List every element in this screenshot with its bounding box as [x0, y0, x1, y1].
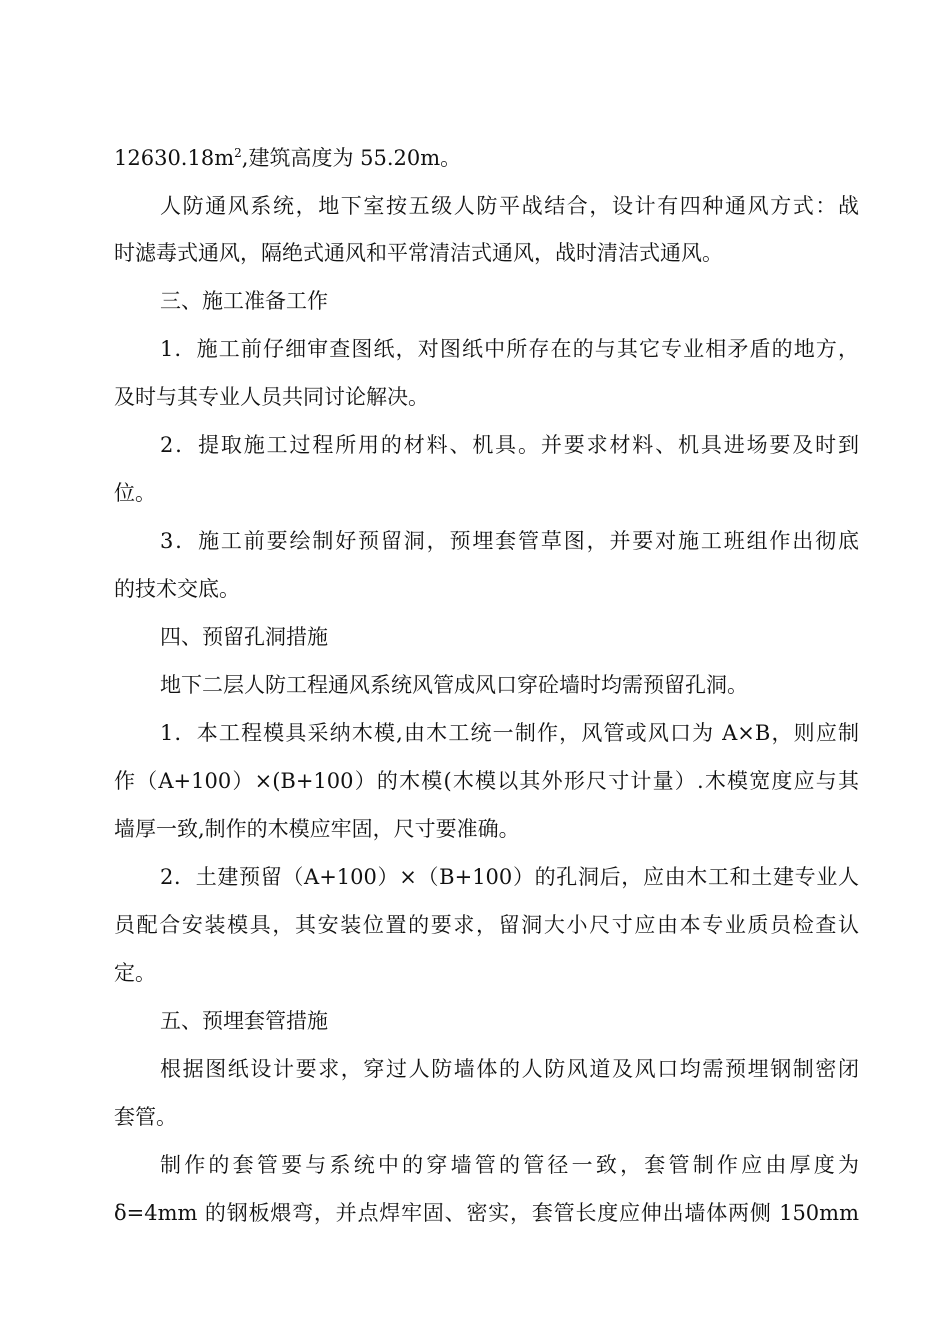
paragraph-line: δ=4mm 的钢板煨弯，并点焊牢固、密实，套管长度应伸出墙体两侧 150mm: [114, 1201, 859, 1225]
section-heading: 五、预埋套管措施: [160, 1009, 328, 1033]
paragraph-line: 员配合安装模具，其安装位置的要求，留洞大小尺寸应由本专业质员检查认: [114, 913, 859, 937]
building-height-text: ,建筑高度为 55.20m。: [241, 146, 462, 170]
paragraph-line: 2．提取施工过程所用的材料、机具。并要求材料、机具进场要及时到: [160, 433, 859, 457]
paragraph-line: 地下二层人防工程通风系统风管成风口穿砼墙时均需预留孔洞。: [160, 673, 748, 697]
paragraph-line: 位。: [114, 481, 156, 505]
paragraph-line: 套管。: [114, 1105, 177, 1129]
paragraph-line: 及时与其专业人员共同讨论解决。: [114, 385, 429, 409]
paragraph-line: 墙厚一致,制作的木模应牢固，尺寸要准确。: [114, 817, 520, 841]
paragraph-line: 1．本工程模具采纳木模,由木工统一制作，风管或风口为 A×B，则应制: [160, 721, 859, 745]
paragraph-line: 3．施工前要绘制好预留洞，预埋套管草图，并要对施工班组作出彻底: [160, 529, 859, 553]
section-heading: 三、施工准备工作: [160, 289, 328, 313]
paragraph-line: 的技术交底。: [114, 577, 240, 601]
paragraph-line: 根据图纸设计要求，穿过人防墙体的人防风道及风口均需预埋钢制密闭: [160, 1057, 859, 1081]
paragraph-line: 作（A+100）×(B+100）的木模(木模以其外形尺寸计量）.木模宽度应与其: [114, 769, 859, 793]
paragraph-line: 制作的套管要与系统中的穿墙管的管径一致，套管制作应由厚度为: [160, 1153, 859, 1177]
paragraph-line: 2．土建预留（A+100）×（B+100）的孔洞后，应由木工和土建专业人: [160, 865, 859, 889]
paragraph-line: 时滤毒式通风，隔绝式通风和平常清洁式通风，战时清洁式通风。: [114, 241, 723, 265]
superscript-2: 2: [234, 146, 242, 160]
paragraph-line: 人防通风系统，地下室按五级人防平战结合，设计有四种通风方式：战: [160, 194, 859, 218]
paragraph-line: 1．施工前仔细审查图纸，对图纸中所存在的与其它专业相矛盾的地方，: [160, 337, 859, 361]
intro-line: [114, 138, 461, 178]
section-heading: 四、预留孔洞措施: [160, 625, 328, 649]
paragraph-line: 定。: [114, 961, 156, 985]
area-value: 12630.18m: [114, 146, 235, 170]
